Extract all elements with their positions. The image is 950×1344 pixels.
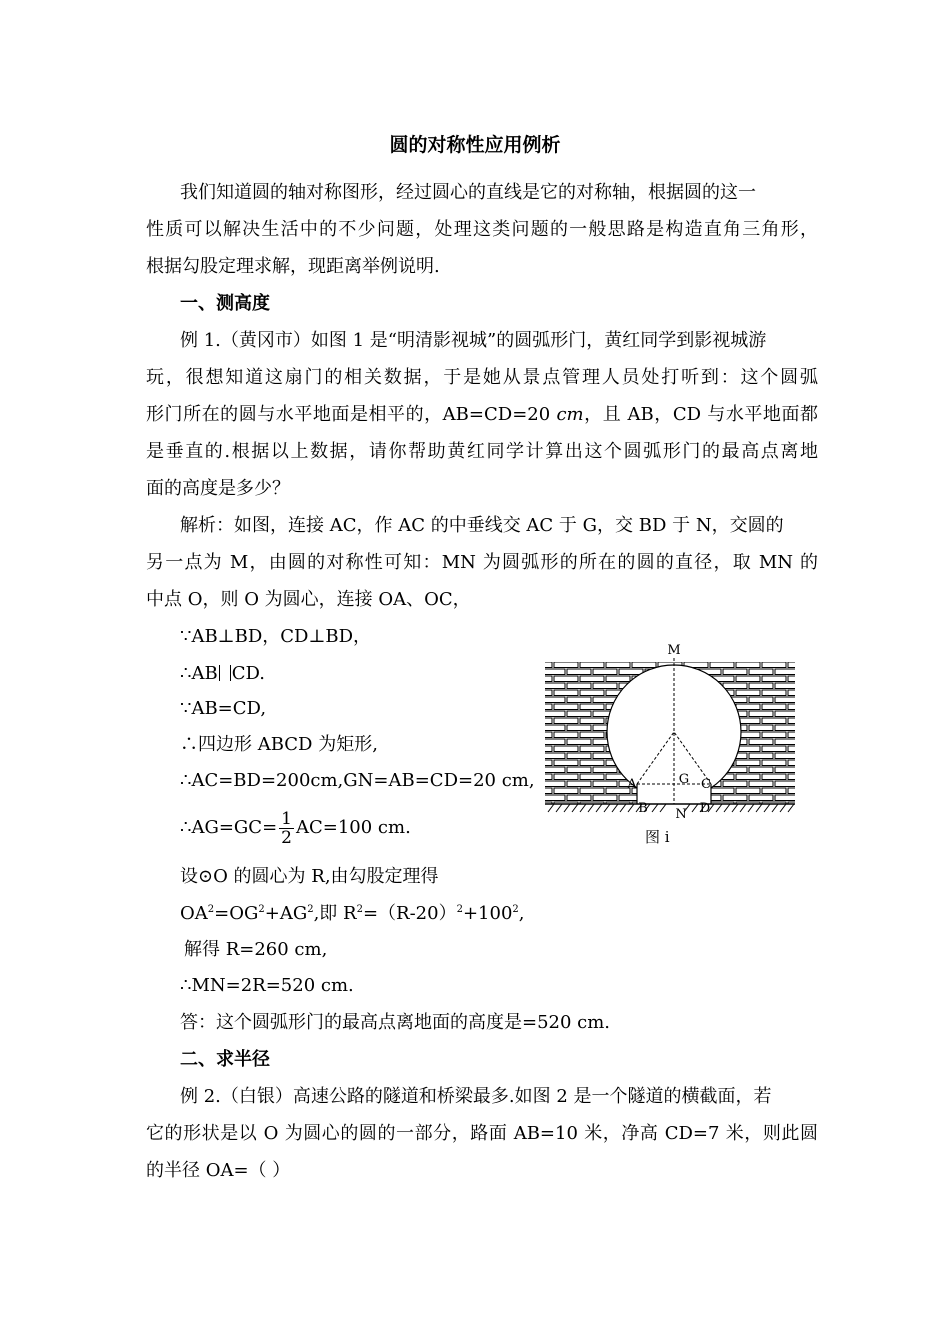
fraction-one-half: [279, 810, 294, 847]
step-1: ∵AB⊥BD，CD⊥BD，: [180, 626, 372, 647]
example1-line-2: 玩，很想知道这扇门的相关数据，于是她从景点管理人员处打听到：这个圆弧: [146, 367, 818, 388]
step-10: ∴MN=2R=520 cm.: [180, 975, 354, 996]
example2-line-3: 的半径 OA=（ ）: [146, 1160, 291, 1181]
step-9: 解得 R=260 cm,: [184, 939, 328, 960]
solution-line-3: 中点 O，则 O 为圆心，连接 OA、OC，: [146, 589, 471, 610]
superscript: 2: [258, 904, 265, 915]
unit-cm: cm: [556, 404, 584, 425]
eq-oa: OA: [180, 903, 208, 924]
eq-ag: +AG: [264, 903, 308, 924]
eq-og: =OG: [214, 903, 259, 924]
figure-caption: 图 i: [645, 828, 670, 846]
label-b: B: [638, 801, 648, 816]
example1-line-3: [146, 403, 818, 427]
superscript: 2: [512, 904, 519, 915]
fraction-denominator: 2: [281, 827, 292, 848]
step-2-left: ∴AB: [180, 663, 218, 684]
fraction-numerator: 1: [281, 808, 292, 829]
section-heading-1: 一、测高度: [180, 293, 270, 314]
eq-r-minus-20: =（R-20）: [362, 903, 457, 924]
superscript: 2: [356, 904, 363, 915]
arch-door-figure: [540, 640, 800, 820]
example1-line-5: 面的高度是多少？: [146, 478, 290, 499]
solution-line-2: 另一点为 M，由圆的对称性可知：MN 为圆弧形的所在的圆的直径，取 MN 的: [146, 552, 818, 573]
example1-line-3-text: 形门所在的圆与水平地面是相平的，AB=CD=20: [146, 404, 551, 425]
intro-line-1: 我们知道圆的轴对称图形，经过圆心的直线是它的对称轴，根据圆的这一: [180, 182, 756, 203]
example1-line-3-tail: ，且 AB，CD 与水平地面都: [583, 404, 818, 425]
example2-line-1: 例 2.（白银）高速公路的隧道和桥梁最多.如图 2 是一个隧道的横截面，若: [180, 1086, 772, 1107]
intro-line-2: 性质可以解决生活中的不少问题，处理这类问题的一般思路是构造直角三角形，: [146, 219, 818, 240]
step-8: [180, 902, 525, 926]
label-n: N: [675, 807, 687, 820]
example1-line-1: 例 1.（黄冈市）如图 1 是“明清影视城”的圆弧形门，黄红同学到影视城游: [180, 330, 767, 351]
label-g: G: [678, 772, 690, 787]
step-2-right: CD.: [231, 663, 265, 684]
eq-100: +100: [462, 903, 513, 924]
label-d: D: [699, 801, 711, 816]
step-7: 设⊙O 的圆心为 R,由勾股定理得: [180, 866, 439, 887]
example2-line-2: 它的形状是以 O 为圆心的圆的一部分，路面 AB=10 米，净高 CD=7 米，则此圆: [146, 1123, 818, 1144]
step-3: ∵AB=CD,: [180, 698, 267, 719]
step-5: ∴AC=BD=200cm,GN=AB=CD=20 cm,: [180, 770, 535, 791]
step-6-left: ∴AG=GC=: [180, 817, 278, 838]
step-6-right: AC=100 cm.: [295, 817, 411, 838]
solution-line-1: 解析：如图，连接 AC，作 AC 的中垂线交 AC 于 G，交 BD 于 N，交圆的: [180, 515, 784, 536]
label-c: C: [701, 777, 711, 792]
section-heading-2: 二、求半径: [180, 1049, 270, 1070]
answer-line: 答：这个圆弧形门的最高点离地面的高度是=520 cm.: [180, 1012, 611, 1033]
superscript: 2: [307, 904, 314, 915]
step-6: [180, 805, 411, 851]
label-a: A: [627, 777, 637, 792]
eq-r: ,即 R: [313, 903, 357, 924]
ground-hatch: [548, 804, 794, 812]
brick-wall: [545, 662, 795, 810]
eq-comma: ,: [518, 903, 525, 924]
label-m: M: [667, 643, 681, 658]
example1-line-4: 是垂直的.根据以上数据，请你帮助黄红同学计算出这个圆弧形门的最高点离地: [146, 441, 818, 462]
step-4: ∴四边形 ABCD 为矩形,: [180, 734, 378, 755]
superscript: 2: [456, 904, 463, 915]
parallel-symbol: [219, 665, 231, 681]
superscript: 2: [207, 904, 215, 915]
step-2: [180, 662, 265, 686]
page-title: 圆的对称性应用例析: [389, 134, 561, 156]
intro-line-3: 根据勾股定理求解，现距离举例说明.: [146, 256, 440, 277]
